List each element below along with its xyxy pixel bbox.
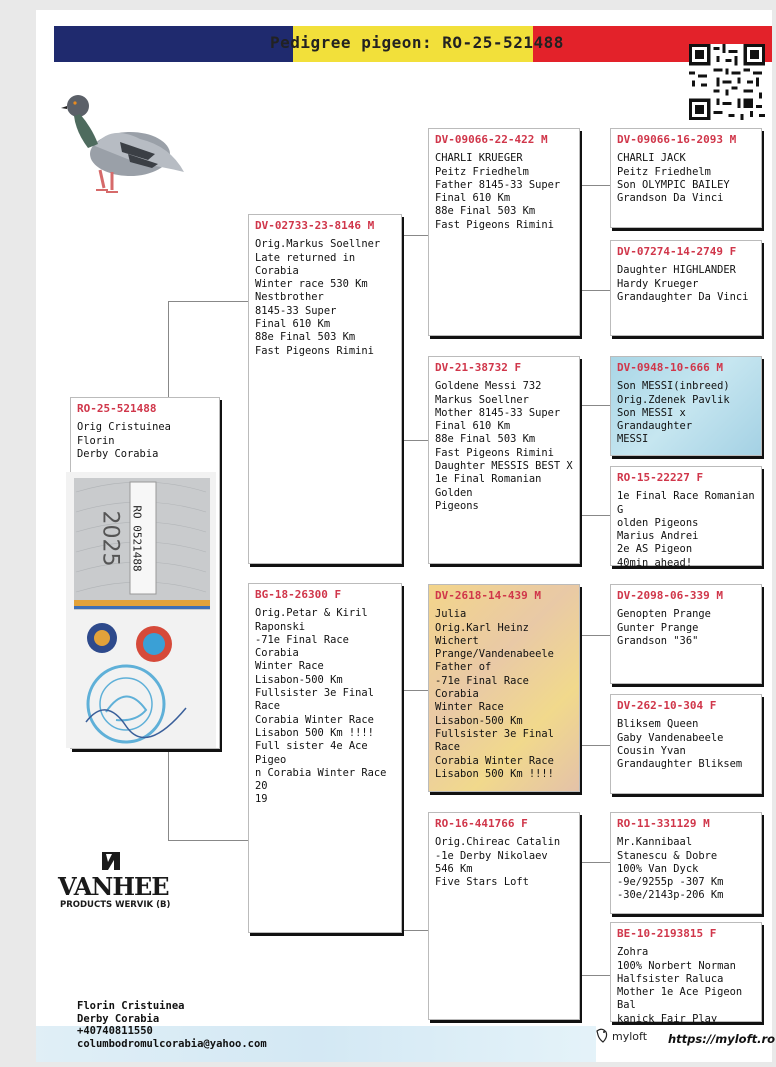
connector-line	[168, 840, 248, 841]
vanhee-mark-icon	[100, 850, 122, 872]
granddam-maternal-box[interactable]	[428, 812, 580, 1020]
ring-number: DV-09066-22-422 M	[435, 133, 548, 146]
pigeon-info: Orig.Petar & Kiril Raponski -71e Final Race Corabia Winter Race Lisabon-500 Km Fullsister 3e Final Race Corabia Winter Race Lisabon 500 Km !!!! Full sister 4e Ace Pigeo n Corabia Winter Race 20 19	[255, 607, 387, 806]
ancestor-box[interactable]	[610, 240, 762, 336]
ancestor-box[interactable]	[610, 694, 762, 794]
connector-line	[402, 235, 428, 236]
pigeon-info: CHARLI JACK Peitz Friedhelm Son OLYMPIC BAILEY Grandson Da Vinci	[617, 152, 730, 205]
pigeon-info: 1e Final Race Romanian G olden Pigeons Marius Andrei 2e AS Pigeon 40min ahead!	[617, 490, 755, 569]
pigeon-info: Genopten Prange Gunter Prange Grandson "36"	[617, 608, 711, 647]
ancestor-box[interactable]	[610, 128, 762, 228]
connector-line	[168, 301, 169, 401]
ring-number: BG-18-26300 F	[255, 588, 342, 601]
owner-phone[interactable]: +40740811550	[77, 1025, 153, 1037]
ancestor-box[interactable]	[610, 584, 762, 684]
connector-line	[402, 930, 428, 931]
pigeon-info: Orig.Chireac Catalin -1e Derby Nikolaev 546 Km Five Stars Loft	[435, 836, 561, 889]
ring-number: RO-16-441766 F	[435, 817, 528, 830]
ring-number: RO-25-521488	[77, 402, 157, 415]
connector-line	[168, 748, 169, 840]
ring-number: DV-2098-06-339 M	[617, 589, 723, 602]
owner-loft: Derby Corabia	[77, 1012, 160, 1025]
ownership-card-labels	[70, 474, 220, 608]
pigeon-info: Julia Orig.Karl Heinz Wichert Prange/Vandenabeele Father of -71e Final Race Corabia Winter Race Lisabon-500 Km Fullsister 3e Final Race Corabia Winter Race Lisabon 500 Km !!!!	[435, 608, 554, 780]
connector-line	[580, 745, 610, 746]
connector-line	[402, 440, 428, 441]
ancestor-box[interactable]	[610, 812, 762, 914]
ring-number: DV-07274-14-2749 F	[617, 245, 737, 258]
ring-number: DV-09066-16-2093 M	[617, 133, 737, 146]
sponsor-brand: VANHEE	[58, 872, 169, 901]
ring-number: DV-262-10-304 F	[617, 699, 717, 712]
myloft-pigeon-icon	[594, 1027, 610, 1045]
myloft-logo: myloft	[612, 1030, 648, 1043]
pigeon-info: Bliksem Queen Gaby Vandenabeele Cousin Yvan Grandaughter Bliksem	[617, 718, 743, 771]
ancestor-box[interactable]	[610, 922, 762, 1025]
ring-number: DV-2618-14-439 M	[435, 589, 541, 602]
ring-number: RO-11-331129 M	[617, 817, 710, 830]
grandsire-maternal-box[interactable]	[428, 584, 580, 792]
connector-line	[580, 862, 610, 863]
page-title: Pedigree pigeon: RO-25-521488	[270, 33, 564, 52]
ring-number: DV-21-38732 F	[435, 361, 522, 374]
ancestor-box[interactable]	[610, 466, 762, 569]
connector-line	[580, 185, 610, 186]
connector-line	[580, 290, 610, 291]
pigeon-info: Son MESSI(inbreed) Orig.Zdenek Pavlik Son MESSI x Grandaughter MESSI	[617, 380, 730, 446]
grandsire-paternal-box[interactable]	[428, 128, 580, 336]
connector-line	[402, 690, 428, 691]
sponsor-sub: PRODUCTS WERVIK (B)	[60, 900, 171, 910]
ring-number: BE-10-2193815 F	[617, 927, 717, 940]
ancestor-box[interactable]	[610, 356, 762, 456]
connector-line	[580, 515, 610, 516]
granddam-paternal-box[interactable]	[428, 356, 580, 564]
pigeon-info: Zohra 100% Norbert Norman Halfsister Raluca Mother 1e Ace Pigeon Bal kanick Fair Play	[617, 946, 743, 1025]
footer-url[interactable]: https://myloft.ro	[668, 1032, 776, 1046]
pigeon-photo	[60, 84, 186, 204]
pigeon-info: Mr.Kannibaal Stanescu & Dobre 100% Van Dyck -9e/9255p -307 Km -30e/2143p-206 Km	[617, 836, 724, 902]
owner-contact	[77, 1000, 267, 1050]
card-year: 2025	[97, 510, 123, 567]
connector-line	[580, 635, 610, 636]
dam-box[interactable]	[248, 583, 402, 933]
connector-line	[402, 235, 403, 440]
ring-number: DV-02733-23-8146 M	[255, 219, 375, 232]
sponsor-logo	[56, 850, 172, 912]
ring-number: DV-0948-10-666 M	[617, 361, 723, 374]
owner-email[interactable]: columbodromulcorabia@yahoo.com	[77, 1037, 267, 1050]
pigeon-info: CHARLI KRUEGER Peitz Friedhelm Father 8145-33 Super Final 610 Km 88e Final 503 Km Fast Pigeons Rimini	[435, 152, 561, 231]
ring-number: RO-15-22227 F	[617, 471, 704, 484]
connector-line	[402, 690, 403, 930]
pigeon-info: Daughter HIGHLANDER Hardy Krueger Grandaughter Da Vinci	[617, 264, 749, 303]
pigeon-info: Orig.Markus Soellner Late returned in Corabia Winter race 530 Km Nestbrother 8145-33 Super Final 610 Km 88e Final 503 Km Fast Pigeons Rimini	[255, 238, 381, 357]
pigeon-info: Goldene Messi 732 Markus Soellner Mother 8145-33 Super Final 610 Km 88e Final 503 Km Fast Pigeons Rimini Daughter MESSIS BEST X 1e Final Romanian Golden Pigeons	[435, 380, 573, 512]
qr-code-icon[interactable]	[689, 44, 765, 120]
owner-name: Florin Cristuinea	[77, 1000, 185, 1012]
connector-line	[168, 301, 248, 302]
card-number: RO 0521488	[130, 505, 144, 572]
pigeon-info: Orig Cristuinea Florin Derby Corabia	[77, 421, 171, 460]
connector-line	[580, 405, 610, 406]
sire-box[interactable]	[248, 214, 402, 564]
connector-line	[580, 975, 610, 976]
